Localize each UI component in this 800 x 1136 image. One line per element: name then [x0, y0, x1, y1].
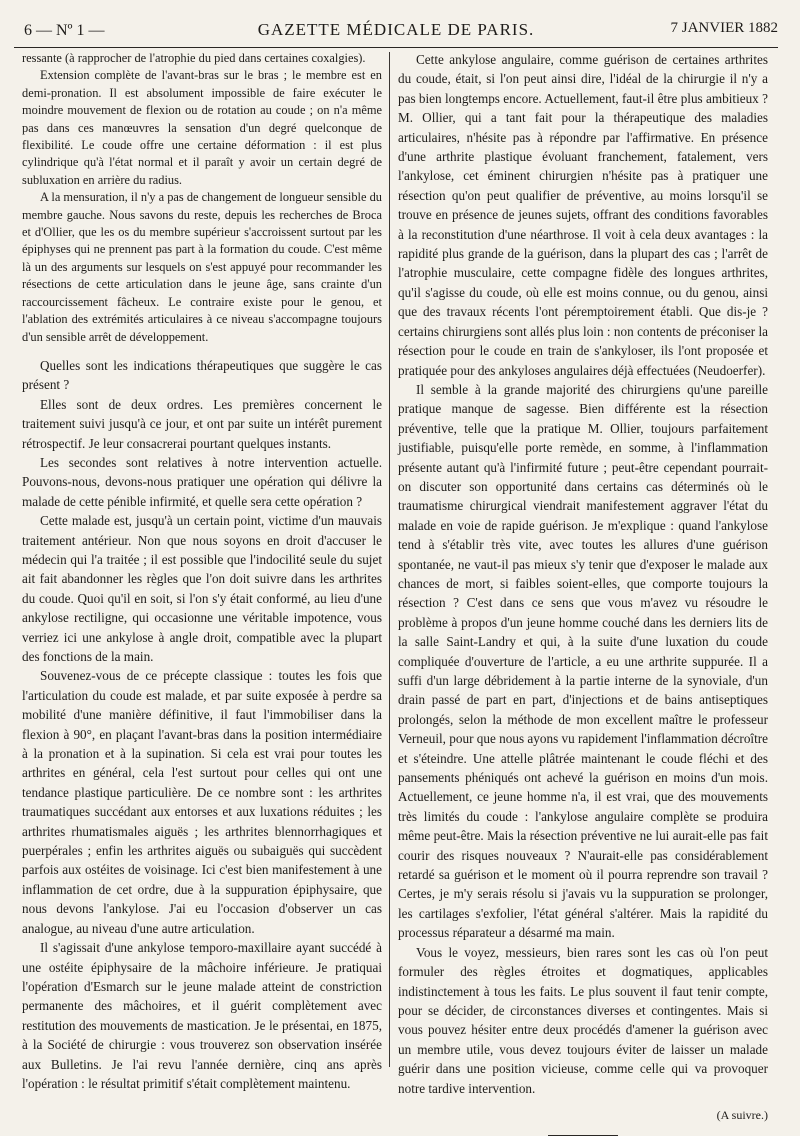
- right-column: [398, 50, 768, 1136]
- issue-date: 7 JANVIER 1882: [670, 20, 778, 36]
- paragraph: Cette malade est, jusqu'à un certain point, victime d'un mauvais traitement antérieur. Non que nous soyons en droit d'accuser le médecin qui l'a traitée ; il est possible que l'indocilité seule du sujet ait fait abandonner les règles que l'on doit suivre dans les arthrites du coude. Quoi qu'il en soit, si l'on s'y était conformé, au lieu d'une ankylose rectiligne, qui occasionne une véritable impotence, vous verriez ici une ankylose à angle droit, compatible avec la plupart des fonctions de la main.: [22, 513, 382, 664]
- paragraph: Vous le voyez, messieurs, bien rares sont les cas où l'on peut formuler des règles étroites et dogmatiques, applicables indistinctement à tous les faits. Le plus souvent il faut tenir compte, pour se décider, de circonstances diverses et contingentes. Mais si vous pouvez hésiter entre deux procédés d'amener la guérison avec un membre utile, vous devez toujours éviter de laisser un malade guérir dans une position vicieuse, comme celle qui va provoquer notre tardive intervention.: [398, 944, 768, 1096]
- paragraph: ressante (à rapprocher de l'atrophie du pied dans certaines coxalgies).: [22, 51, 366, 65]
- paragraph: Les secondes sont relatives à notre intervention actuelle. Pouvons-nous, devons-nous pratiquer une opération qui délivre la malade de cette pénible infirmité, et quelle sera cette opération ?: [22, 454, 382, 509]
- paragraph: Cette ankylose angulaire, comme guérison de certaines arthrites du coude, était, si l'on peut ainsi dire, l'idéal de la chirurgie il n'y a pas bien longtemps encore. Actuellement, faut-il être plus ambitieux ? M. Ollier, qui a tant fait pour la thérapeutique des maladies articulaires, n'hésite pas à répondre par l'affirmative. En présence d'une arthrite plastique évoluant franchement, fatalement, vers l'ankylose, cet éminent chirurgien n'hésite pas à pratiquer une résection qu'on peut qualifier de préventive, au moins lorsqu'il se trouve en présence de jeunes sujets, offrant des conditions favorables à la reconstitution d'une néarthrose. Il voit à cela deux avantages : la rapidité plus grande de la guérison, dans la plupart des cas ; l'arrêt de l'atrophie musculaire, cette compagne fidèle des longues arthrites, qu'il s'agisse du coude, où elle est moins connue, ou du genou, ainsi que des travaux récents l'ont péremptoirement établi. Que dis-je ? certains chirurgiens sont allés plus loin : non contents de préconiser la résection pour le coude en train de s'ankyloser, ils l'ont proposée et pratiquée pour des ankyloses angulaires déjà effectuées (Neudoerfer).: [398, 52, 768, 378]
- paragraph: Souvenez-vous de ce précepte classique : toutes les fois que l'articulation du coude est malade, et par suite exposée à perdre sa mobilité d'une manière définitive, il faut l'immobiliser dans la flexion à 90°, en plaçant l'avant-bras dans la position intermédiaire à la pronation et à la supination. Si cela est vrai pour toutes les arthrites en général, cela l'est surtout pour celles qui ont une tendance plastique particulière. De ce nombre sont : les arthrites traumatiques succédant aux entorses et aux luxations réduites ; les arthrites rhumatismales aiguës ; les arthrites blennorrhagiques et puerpérales ; enfin les arthrites aiguës ou subaiguës qui succèdent parfois aux ostéites de voisinage. Ici c'est bien manifestement à une inflammation de cet ordre, due à la suppuration épiphysaire, que nous devons l'ankylose. J'ai eu l'occasion d'observer un cas analogue, au niveau d'une autre articulation.: [22, 668, 382, 936]
- paragraph: Quelles sont les indications thérapeutiques que suggère le cas présent ?: [22, 357, 382, 393]
- continued-note: (A suivre.): [716, 1107, 768, 1122]
- paragraph: Il semble à la grande majorité des chirurgiens qu'une pareille pratique manque de sagesse. Bien différente est la résection préventive, telle que la pratique M. Ollier, toujours parfaitement justifiable, puisqu'elle porte remède, en somme, à l'inflammation présente autant qu'à l'infirmité future ; peut-être cependant pourrait-on discuter son opportunité dans certains cas déterminés où le traumatisme chirurgical viendrait manifestement aggraver l'état du malade en voie de rapide guérison. Je m'explique : quand l'ankylose tend à s'établir très vite, avec toutes les allures d'une guérison spontanée, ne vaut-il pas mieux s'y tenir que d'exposer le malade aux chances de mort, si faibles soient-elles, que comporte toujours la résection ? C'est dans ce sens que vous m'avez vu résoudre le problème à propos d'un jeune homme couché dans les derniers lits de la salle Saint-Landry et qui, à la suite d'une luxation du coude compliquée d'ouverture de l'article, a eu une arthrite suppurée. Il a suffi d'un large débridement à la partie interne de la synoviale, d'un drain passé de part en part, d'injections et de bains antiseptiques prolongés, selon la méthode de mon excellent maître le professeur Verneuil, pour que nous ayons vu rapidement l'inflammation décroître et s'éteindre. Une attelle plâtrée maintenant le coude fléchi et des pansements phéniqués ont achevé la guérison en moins d'un mois. Actuellement, ce jeune homme n'a, il est vrai, que des mouvements très limités du coude : l'ankylose angulaire complète se produira même peut-être. Mais la résection préventive ne lui aurait-elle pas fait courir des risques nouveaux ? N'aurait-elle pas considérablement retardé sa guérison et le moment où il pourra reprendre son travail ? Certes, je m'y serais résolu si j'avais vu la suppuration se prolonger, les cartilages s'exfolier, l'état général s'altérer. Mais la rapidité du processus réparateur a désarmé ma main.: [398, 381, 768, 941]
- column-divider: [389, 52, 390, 1067]
- left-column: [22, 50, 382, 1093]
- journal-title: GAZETTE MÉDICALE DE PARIS.: [257, 20, 535, 39]
- page-header: [14, 6, 778, 44]
- paragraph: A la mensuration, il n'y a pas de changement de longueur sensible du membre gauche. Nous savons du reste, depuis les recherches de Broca et d'Ollier, que les os du membre supérieur s'accroissent surtout par les épiphyses qui ne prennent pas part à la formation du coude. C'est même là un des arguments sur lesquels on s'est appuyé pour recommander les résections de cette articulation dans le jeune âge, sans crainte d'un raccourcissement fâcheux. Le contraire existe pour le genou, et l'ablation des extrémités articulaires à ce niveau s'accompagne toujours d'un sensible arrêt de développement.: [22, 190, 382, 344]
- paragraph: Il s'agissait d'une ankylose temporo-maxillaire ayant succédé à une ostéite épiphysaire de la mâchoire inférieure. Je pratiquai l'opération d'Esmarch sur le jeune malade atteint de constriction permanente des mâchoires, et il guérit complètement avec restitution des mouvements de mastication. Je le présentai, en 1875, à la Société de chirurgie : vous trouverez son observation insérée aux Bulletins. Je l'ai revu l'année dernière, cinq ans après l'opération : le résultat primitif s'était complètement maintenu.: [22, 940, 382, 1091]
- paragraph: Extension complète de l'avant-bras sur le bras ; le membre est en demi-pronation. Il est absolument impossible de faire exécuter le moindre mouvement de flexion ou de rotation au coude ; on n'a même pas dans ces manœuvres la sensation d'un degré quelconque de flexibilité. Le coude offre une certaine déformation : il est plus cylindrique qu'à l'état normal et il paraît y avoir un certain degré de subluxation en arrière du radius.: [22, 68, 382, 187]
- header-rule: [14, 47, 778, 48]
- paragraph: Elles sont de deux ordres. Les premières concernent le traitement suivi jusqu'à ce jour, et ont par suite un intérêt purement rétrospectif. Je leur consacrerai pourtant quelques instants.: [22, 396, 382, 451]
- page-number: 6 — Nº 1 —: [24, 22, 105, 39]
